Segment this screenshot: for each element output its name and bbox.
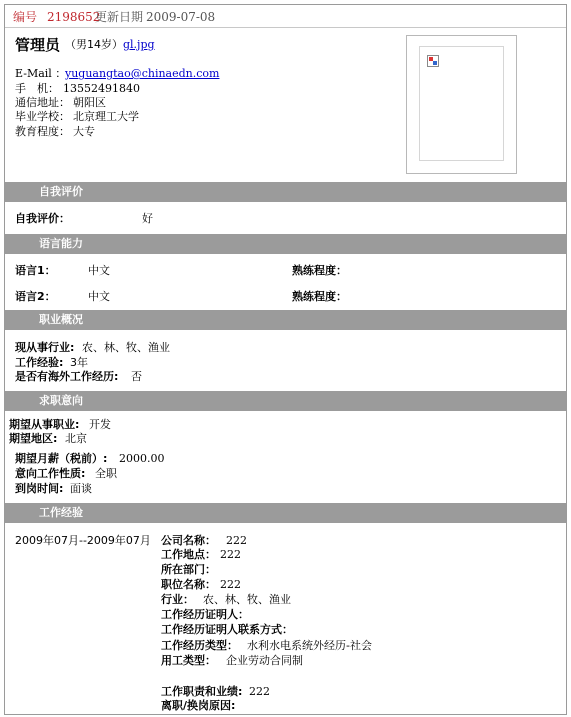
position-label: 职位名称： — [161, 578, 216, 591]
work-type-label: 工作经历类型： — [161, 639, 238, 652]
section-intention: 求职意向 — [5, 391, 566, 411]
photo-frame — [406, 35, 517, 174]
broken-image-icon — [427, 55, 439, 67]
language-2-level-label: 熟练程度： — [292, 290, 347, 303]
section-self-eval: 自我评价 — [5, 182, 566, 202]
overseas-value: 否 — [131, 370, 142, 383]
language-1-label: 语言1： — [15, 264, 56, 277]
language-2-label: 语言2： — [15, 290, 56, 303]
language-1-value: 中文 — [88, 264, 110, 277]
desired-job-label: 期望从事职业: — [9, 418, 80, 431]
phone-label: 手 机： — [15, 82, 59, 95]
work-type-value: 水利水电系统外经历-社会 — [247, 639, 372, 652]
arrival-value: 面谈 — [70, 482, 92, 495]
duties-value: 222 — [249, 685, 270, 698]
education-value: 大专 — [73, 125, 95, 138]
department-label: 所在部门： — [161, 563, 216, 576]
experience-value: 3年 — [70, 356, 88, 369]
header-divider — [5, 27, 566, 28]
salary-label: 期望月薪（税前）: — [15, 452, 108, 465]
address-value: 朝阳区 — [73, 96, 106, 109]
update-date-value: 2009-07-08 — [146, 10, 216, 24]
job-nature-value: 全职 — [95, 467, 117, 480]
employment-type-label: 用工类型： — [161, 654, 216, 667]
section-language: 语言能力 — [5, 234, 566, 254]
language-2-value: 中文 — [88, 290, 110, 303]
gender-age: （男14岁） — [65, 38, 123, 51]
position-value: 222 — [220, 578, 241, 591]
email-label: E-Mail ： — [15, 67, 67, 80]
language-1-level-label: 熟练程度： — [292, 264, 347, 277]
experience-label: 工作经验: — [15, 356, 64, 369]
photo-placeholder — [419, 46, 504, 161]
leave-reason-label: 离职/换岗原因: — [161, 699, 236, 712]
email-link[interactable]: yuguangtao@chinaedn.com — [65, 67, 220, 80]
work-period: 2009年07月--2009年07月 — [15, 534, 151, 547]
section-career: 职业概况 — [5, 310, 566, 330]
address-label: 通信地址： — [15, 96, 70, 109]
work-industry-label: 行业： — [161, 593, 194, 606]
desired-area-value: 北京 — [65, 432, 87, 445]
location-label: 工作地点： — [161, 548, 216, 561]
self-eval-label: 自我评价： — [15, 212, 70, 225]
photo-file-link[interactable]: gl.jpg — [123, 38, 155, 51]
section-work: 工作经验 — [5, 503, 566, 523]
reference-contact-label: 工作经历证明人联系方式： — [161, 623, 293, 636]
overseas-label: 是否有海外工作经历: — [15, 370, 119, 383]
company-label: 公司名称： — [161, 534, 216, 547]
duties-label: 工作职责和业绩: — [161, 685, 243, 698]
school-label: 毕业学校： — [15, 110, 70, 123]
employment-type-value: 企业劳动合同制 — [226, 654, 303, 667]
education-label: 教育程度： — [15, 125, 70, 138]
candidate-name: 管理员 — [15, 36, 61, 54]
work-industry-value: 农、林、牧、渔业 — [203, 593, 291, 606]
industry-label: 现从事行业: — [15, 341, 75, 354]
arrival-label: 到岗时间: — [15, 482, 64, 495]
self-eval-value: 好 — [142, 212, 153, 225]
phone-value: 13552491840 — [63, 82, 140, 95]
id-label: 编号 — [13, 10, 38, 24]
desired-area-label: 期望地区: — [9, 432, 58, 445]
desired-job-value: 开发 — [89, 418, 111, 431]
update-date-label: 更新日期 — [95, 10, 144, 24]
salary-value: 2000.00 — [119, 452, 165, 465]
industry-value: 农、林、牧、渔业 — [82, 341, 170, 354]
school-value: 北京理工大学 — [73, 110, 139, 123]
id-value: 2198652 — [47, 10, 101, 24]
company-value: 222 — [226, 534, 247, 547]
job-nature-label: 意向工作性质: — [15, 467, 86, 480]
reference-label: 工作经历证明人： — [161, 608, 249, 621]
location-value: 222 — [220, 548, 241, 561]
